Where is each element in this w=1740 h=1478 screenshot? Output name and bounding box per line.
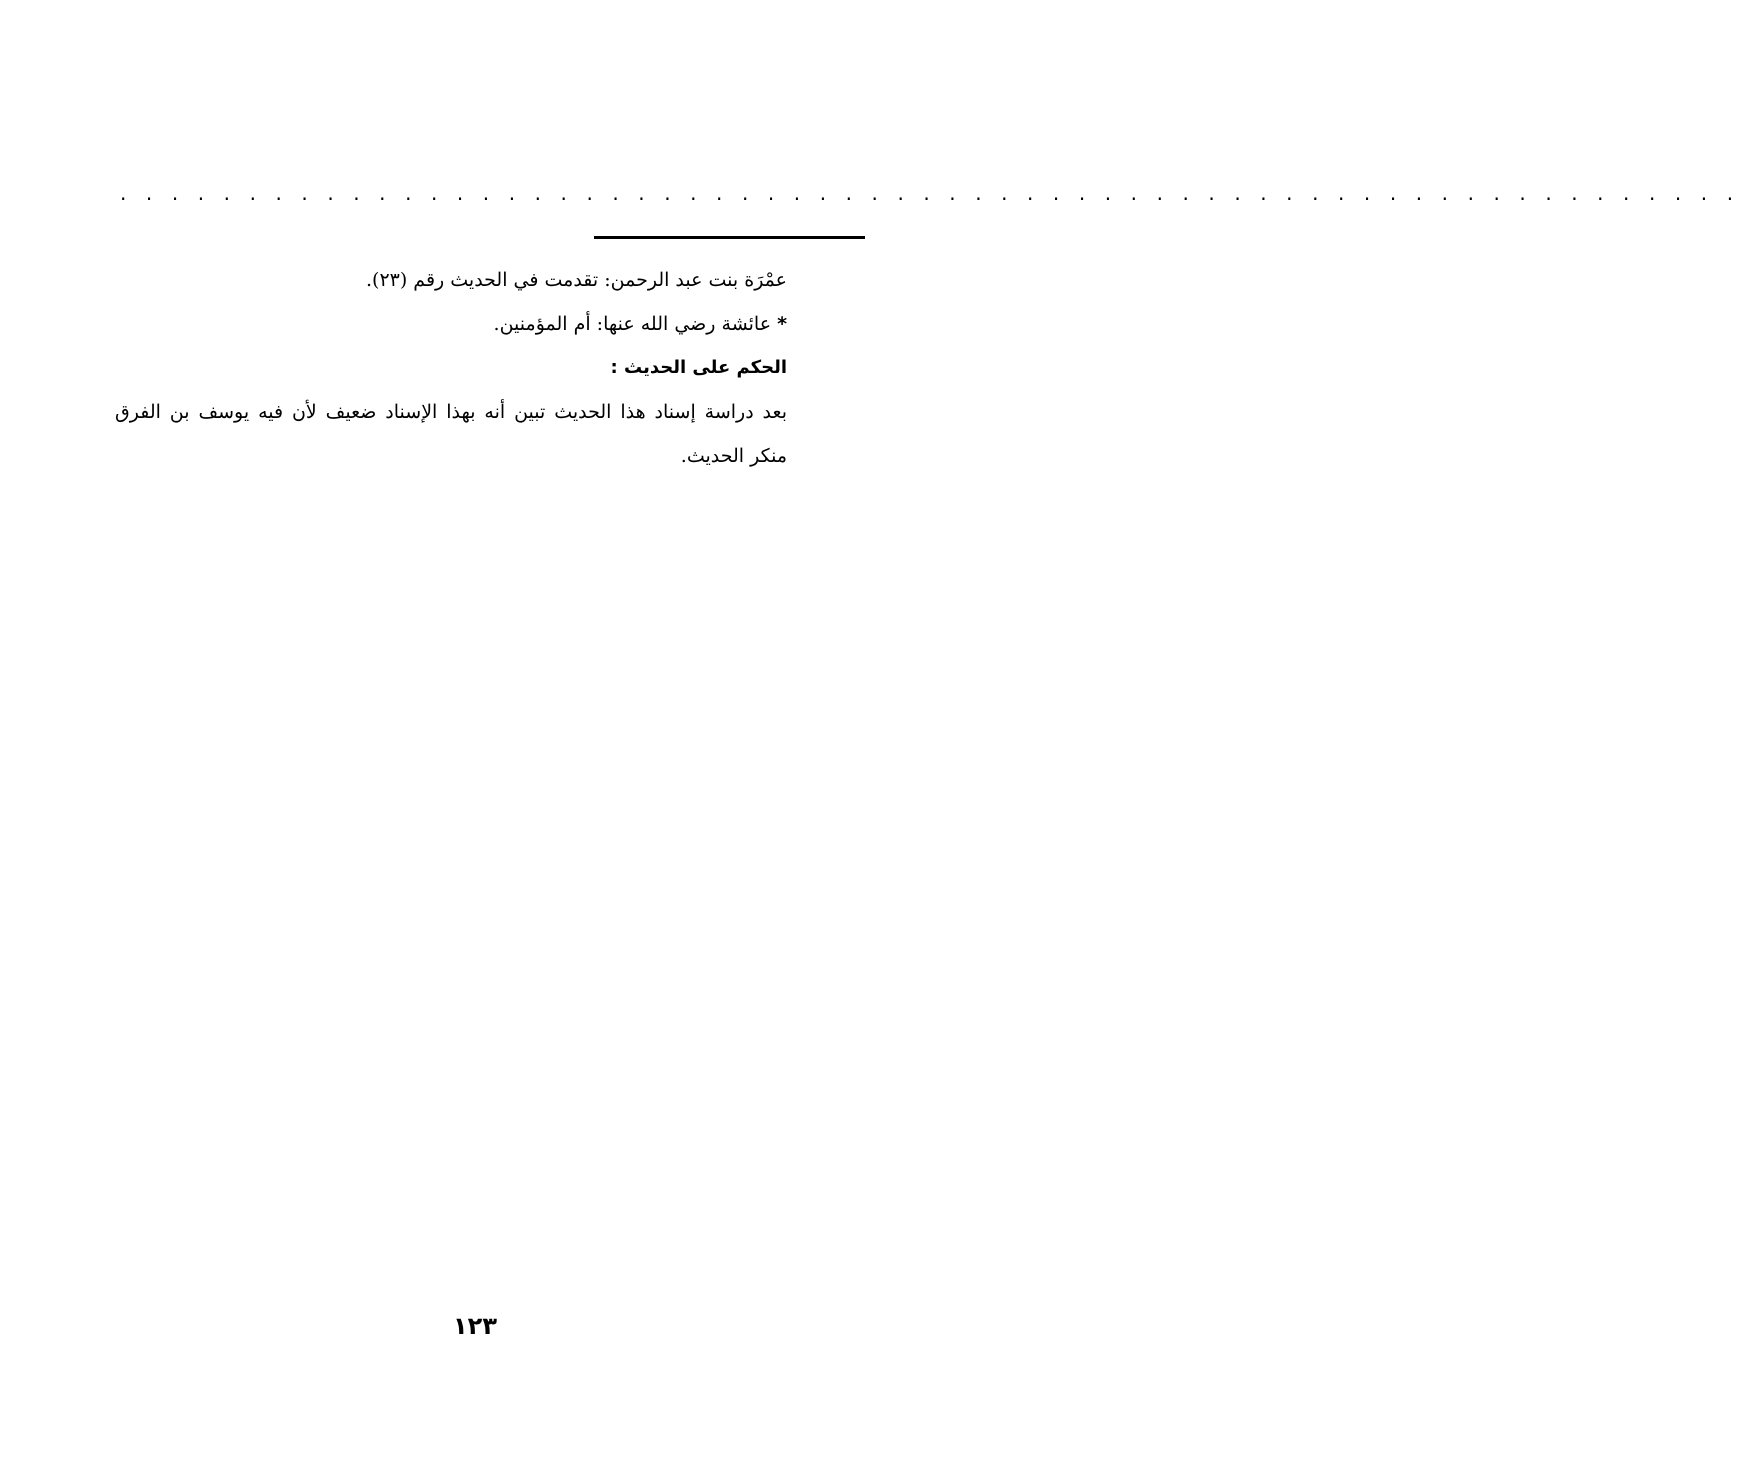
text-block [115,258,787,478]
ruling-heading: الحكم على الحديث : [610,357,787,378]
section-rule [594,236,865,239]
dotted-separator: . . . . . . . . . . . . . . . . . . . . . . . . . . . . . . . . . . . . . . . . . . . . . . . . . . . . . . . . . . . . . . . [120,181,1740,205]
narrator-line-aisha-text: عائشة رضي الله عنها: أم المؤمنين. [493,313,772,335]
narrator-line-amra: عمْرَة بنت عبد الرحمن: تقدمت في الحديث رقم (٢٣). [365,269,787,291]
narrator-line-aisha [115,302,787,346]
asterisk-marker: * [777,313,787,335]
page-number: ١٢٣ [453,1312,497,1340]
ruling-paragraph: بعد دراسة إسناد هذا الحديث تبين أنه بهذا الإسناد ضعيف لأن فيه يوسف بن الفرق منكر الحديث. [115,401,787,467]
